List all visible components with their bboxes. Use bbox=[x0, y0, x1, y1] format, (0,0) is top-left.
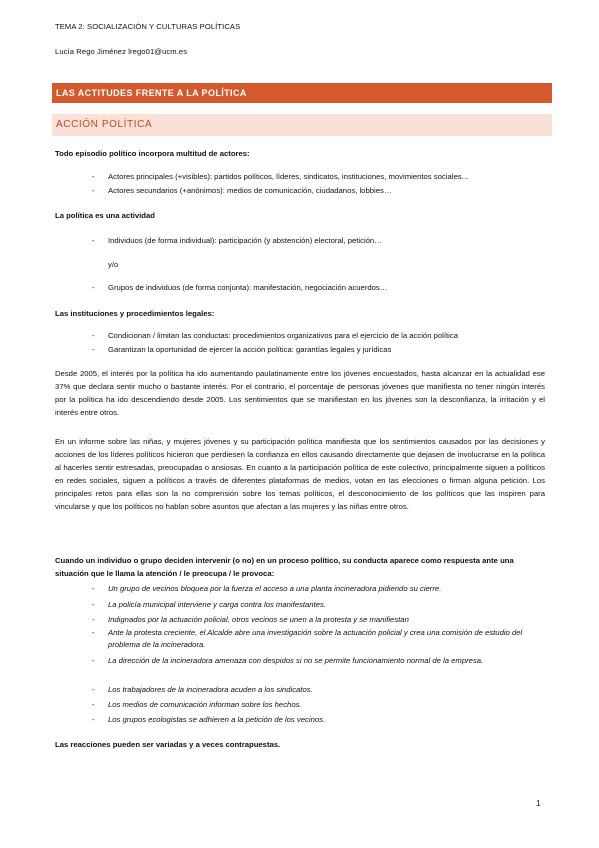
bullet-dash: - bbox=[92, 345, 95, 354]
example-item: Los trabajadores de la incineradora acuden a los sindicatos. bbox=[108, 685, 313, 694]
bullet-dash: - bbox=[92, 331, 95, 340]
example-item: La policía municipal interviene y carga contra los manifestantes. bbox=[108, 600, 326, 609]
section-title-banner: LAS ACTITUDES FRENTE A LA POLÍTICA bbox=[52, 83, 552, 103]
document-topic: TEMA 2: SOCIALIZACIÓN Y CULTURAS POLÍTICAS bbox=[55, 22, 241, 31]
bullet-dash: - bbox=[92, 700, 95, 709]
actors-item: Actores principales (+visibles): partidos políticos, líderes, sindicatos, instituciones, movimientos sociales… bbox=[108, 172, 470, 181]
actors-item: Actores secundarios (+anónimos): medios de comunicación, ciudadanos, lobbies… bbox=[108, 186, 392, 195]
bullet-dash: - bbox=[92, 283, 95, 292]
bullet-dash: - bbox=[92, 615, 95, 624]
bullet-dash: - bbox=[92, 600, 95, 609]
paragraph-2005: Desde 2005, el interés por la política ha ido aumentando paulatinamente entre los jóvenes encuestados, hasta alcanzar en la actualidad ese 37% que declara sentir mucho o bastante interés. Por el contrario, el porcentaje de personas jóvenes que manifiesta no tener ningún interés por la política ha ido descendiendo desde 2005. Los sentimientos que se manifiestan en los jóvenes son la desconfianza, la irritación y el interés entre otros. bbox=[55, 369, 545, 417]
activity-item-individual: Individuos (de forma individual): participación (y abstención) electoral, petición… bbox=[108, 236, 382, 245]
document-author: Lucía Rego Jiménez lrego01@ucm.es bbox=[55, 47, 188, 56]
example-item: Los medios de comunicación informan sobre los hechos. bbox=[108, 700, 302, 709]
bullet-dash: - bbox=[92, 685, 95, 694]
paragraph-informe: En un informe sobre las niñas, y mujeres jóvenes y su participación política manifiesta que los sentimientos causados por las decisiones y acciones de los líderes políticos hicieron que perdiesen la confianza en ellos causando directamente que dejasen de involucrarse en la política al hacerles sentir estresadas, preocupadas o ansiosas. En cuanto a la participación política de este colectivo, principalmente siguen a políticos en redes sociales, siguen a políticos a través de diferentes plataformas de medios, votan en las elecciones o firman alguna petición. Los principales retos para ellas son la no comprensión sobre los temas políticos, el desconocimiento de los políticos que las inspiren para vincularse y que los políticos no hablan sobre asuntos que afectan a las mujeres y las niñas entre otros. bbox=[55, 437, 545, 511]
activity-or: y/o bbox=[108, 260, 119, 269]
activity-intro: La política es una actividad bbox=[55, 211, 155, 220]
closing-sentence: Las reacciones pueden ser variadas y a veces contrapuestas. bbox=[55, 740, 281, 749]
activity-item-group: Grupos de individuos (de forma conjunta): manifestación, negociación acuerdos… bbox=[108, 283, 388, 292]
institutions-item: Garantizan la oportunidad de ejercer la acción política: garantías legales y jurídicas bbox=[108, 345, 392, 354]
bullet-dash: - bbox=[92, 584, 95, 593]
situation-intro: Cuando un individuo o grupo deciden intervenir (o no) en un proceso político, su conducta aparece como respuesta ante una situación que le llama la atención / le preocupa / le provoca: bbox=[55, 556, 514, 578]
page-number: 1 bbox=[536, 799, 541, 808]
example-item: Los grupos ecologistas se adhieren a la petición de los vecinos. bbox=[108, 715, 326, 724]
bullet-dash: - bbox=[92, 656, 95, 665]
bullet-dash: - bbox=[92, 172, 95, 181]
bullet-dash: - bbox=[92, 628, 95, 637]
example-item: Un grupo de vecinos bloquea por la fuerza el acceso a una planta incineradora pidiendo su cierre. bbox=[108, 584, 442, 593]
institutions-intro: Las instituciones y procedimientos legales: bbox=[55, 309, 215, 318]
institutions-item: Condicionan / limitan las conductas: procedimientos organizativos para el ejercicio de la acción política bbox=[108, 331, 458, 340]
example-item: La dirección de la incineradora amenaza con despidos si no se permite funcionamiento normal de la empresa. bbox=[108, 656, 484, 665]
bullet-dash: - bbox=[92, 236, 95, 245]
bullet-dash: - bbox=[92, 715, 95, 724]
example-item: Ante la protesta creciente, el Alcalde abre una investigación sobre la actuación policial y crea una comisión de estudio del problema de la incineradora. bbox=[108, 628, 523, 649]
example-item: Indignados por la actuación policial, otros vecinos se unen a la protesta y se manifiestan bbox=[108, 615, 409, 624]
section-subtitle-banner: ACCIÓN POLÍTICA bbox=[52, 114, 552, 136]
bullet-dash: - bbox=[92, 186, 95, 195]
actors-intro: Todo episodio político incorpora multitud de actores: bbox=[55, 149, 250, 158]
